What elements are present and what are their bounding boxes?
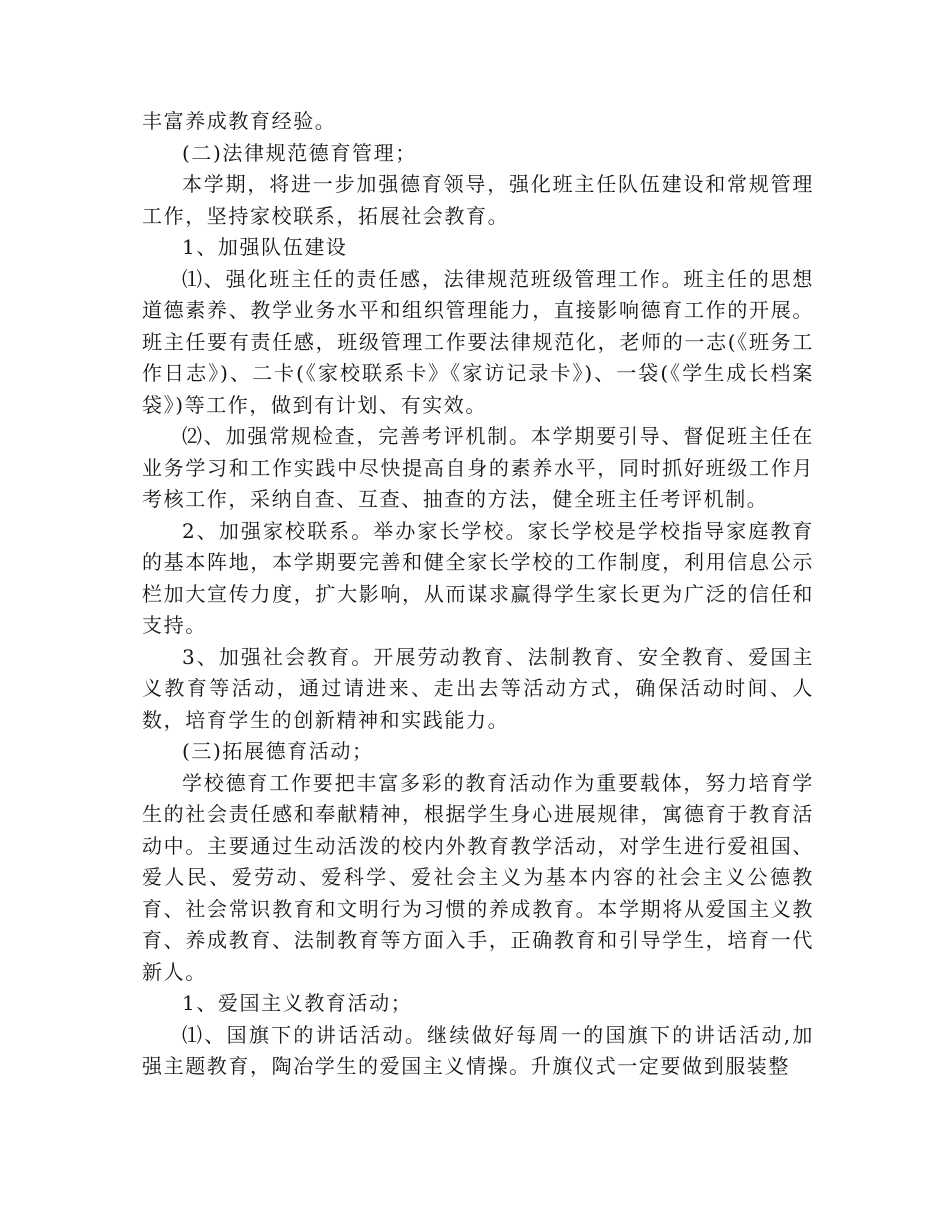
paragraph-activities: 学校德育工作要把丰富多彩的教育活动作为重要载体，努力培育学生的社会责任感和奉献精神，根据学生身心进展规律，寓德育于教育活动中。主要通过生动活泼的校内外教育教学活动，对学生进行爱祖国、爱人民、爱劳动、爱科学、爱社会主义为基本内容的社会主义公德教育、社会常识教育和文明行为习惯的养成教育。本学期将从爱国主义教育、养成教育、法制教育等方面入手，正确教育和引导学生，培育一代新人。 xyxy=(142,770,814,984)
paragraph-flag-speech: ⑴、国旗下的讲话活动。继续做好每周一的国旗下的讲话活动,加强主题教育，陶冶学生的爱国主义情操。升旗仪式一定要做到服装整 xyxy=(142,1022,814,1078)
paragraph-inspection: ⑵、加强常规检查，完善考评机制。本学期要引导、督促班主任在业务学习和工作实践中尽快提高自身的素养水平，同时抓好班级工作月考核工作，采纳自查、互查、抽查的方法，健全班主任考评机制。 xyxy=(142,424,814,511)
subheading-patriotism: 1、爱国主义教育活动； xyxy=(182,991,413,1015)
section-heading-2: (二)法律规范德育管理； xyxy=(182,140,417,165)
paragraph-home-school: 2、加强家校联系。举办家长学校。家长学校是学校指导家庭教育的基本阵地，本学期要完善和健全家长学校的工作制度，利用信息公示栏加大宣传力度，扩大影响，从而谋求赢得学生家长更为广泛的信任和支持。 xyxy=(142,518,814,637)
subheading-team-building: 1、加强队伍建设 xyxy=(182,235,348,259)
paragraph-responsibility: ⑴、强化班主任的责任感，法律规范班级管理工作。班主任的思想道德素养、教学业务水平和组织管理能力，直接影响德育工作的开展。班主任要有责任感，班级管理工作要法律规范化，老师的一志(《班务工作日志》)、二卡(《家校联系卡》《家访记录卡》)、一袋(《学生成长档案袋》)等工作，做到有计划、有实效。 xyxy=(142,266,814,417)
paragraph-social-education: 3、加强社会教育。开展劳动教育、法制教育、安全教育、爱国主义教育等活动，通过请进来、走出去等活动方式，确保活动时间、人数，培育学生的创新精神和实践能力。 xyxy=(142,644,814,732)
paragraph-continuation: 丰富养成教育经验。 xyxy=(142,109,337,133)
document-body xyxy=(142,106,814,1083)
section-heading-3: (三)拓展德育活动； xyxy=(182,739,374,763)
paragraph-intro: 本学期，将进一步加强德育领导，强化班主任队伍建设和常规管理工作，坚持家校联系，拓展社会教育。 xyxy=(142,172,814,228)
